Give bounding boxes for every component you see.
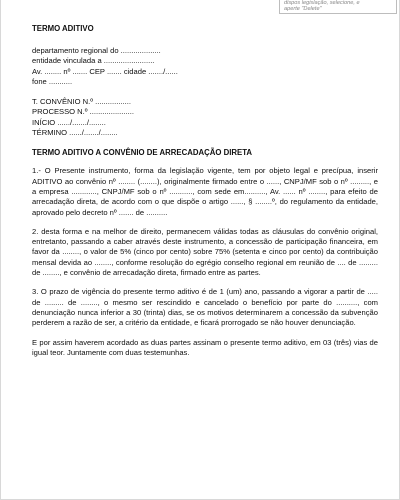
document-content: [32, 24, 378, 367]
section-title: TERMO ADITIVO A CONVÊNIO DE ARRECADAÇÃO DIRETA: [32, 148, 253, 158]
document-title: TERMO ADITIVO: [32, 24, 94, 33]
instruction-note-line-1: dispos legislação, selecione, e: [284, 0, 360, 6]
instruction-note-line-2: aperte "Delete": [284, 6, 322, 12]
paragraph-1: 1.- O Presente instrumento, forma da legislação vigente, tem por objeto legal e precípua, inserir ADITIVO ao convênio nº ........ (........), originalmente firmado entre o ......, CNPJ/MF sob o nº ........., e a empresa ............, CNPJ/MF sob o nº ..........., com sede em.........., Av. ...... nº ........, para efeito de arrecadação direta, de acordo com o que dispõe o artigo ......, § ........º, do regulamento da entidade, aprovado pelo decreto nº ....... de ..........: [32, 166, 378, 217]
convenio-number: T. CONVÊNIO N.º .................: [32, 97, 131, 107]
address-line-department: departamento regional do ...................: [32, 46, 161, 55]
process-number: PROCESSO N.º .....................: [32, 107, 134, 117]
paragraph-3: 3. O prazo de vigência do presente termo aditivo é de 1 (um) ano, passando a vigorar a partir de ..... de ......... de ........, o mesmo ser rescindido e cancelado o benefício por parte do .........., com denunciação nunca inferior a 30 (trinta) dias, se os motivos determinarem a concessão da subvenção perderem a razão de ser, a critério da entidade, e ficará prorrogado se não houver denunciação.: [32, 287, 378, 328]
paragraph-2: 2. desta forma e na melhor de direito, permanecem válidas todas as cláusulas do convênio original, entretanto, passando a caber através deste instrumento, a concessão de participação financeira, em favor da ........, o valor de 5% (cinco por cento) sobre 75% (setenta e cinco por cento) da contribuição mensal devida ao ........, conforme resolução do egrégio conselho regional em reunião de .... de ......... de ........, e convênio de arrecadação direta, firmado entre as partes.: [32, 226, 378, 278]
instruction-note-box: [279, 0, 397, 14]
address-block: [32, 46, 378, 87]
address-line-street: Av. ........ nº ....... CEP ....... cidade ......./......: [32, 66, 178, 76]
paragraph-closing: E por assim haverem acordado as duas partes assinam o presente termo aditivo, em 03 (três) vias de igual teor. Juntamente com duas testemunhas.: [32, 337, 378, 357]
start-date: INÍCIO ....../......./........: [32, 117, 106, 127]
address-line-phone: fone ...........: [32, 76, 73, 86]
address-line-entity: entidade vinculada a ........................: [32, 56, 155, 66]
end-date: TÉRMINO ....../......./........: [32, 128, 118, 138]
convenio-block: [32, 97, 378, 138]
